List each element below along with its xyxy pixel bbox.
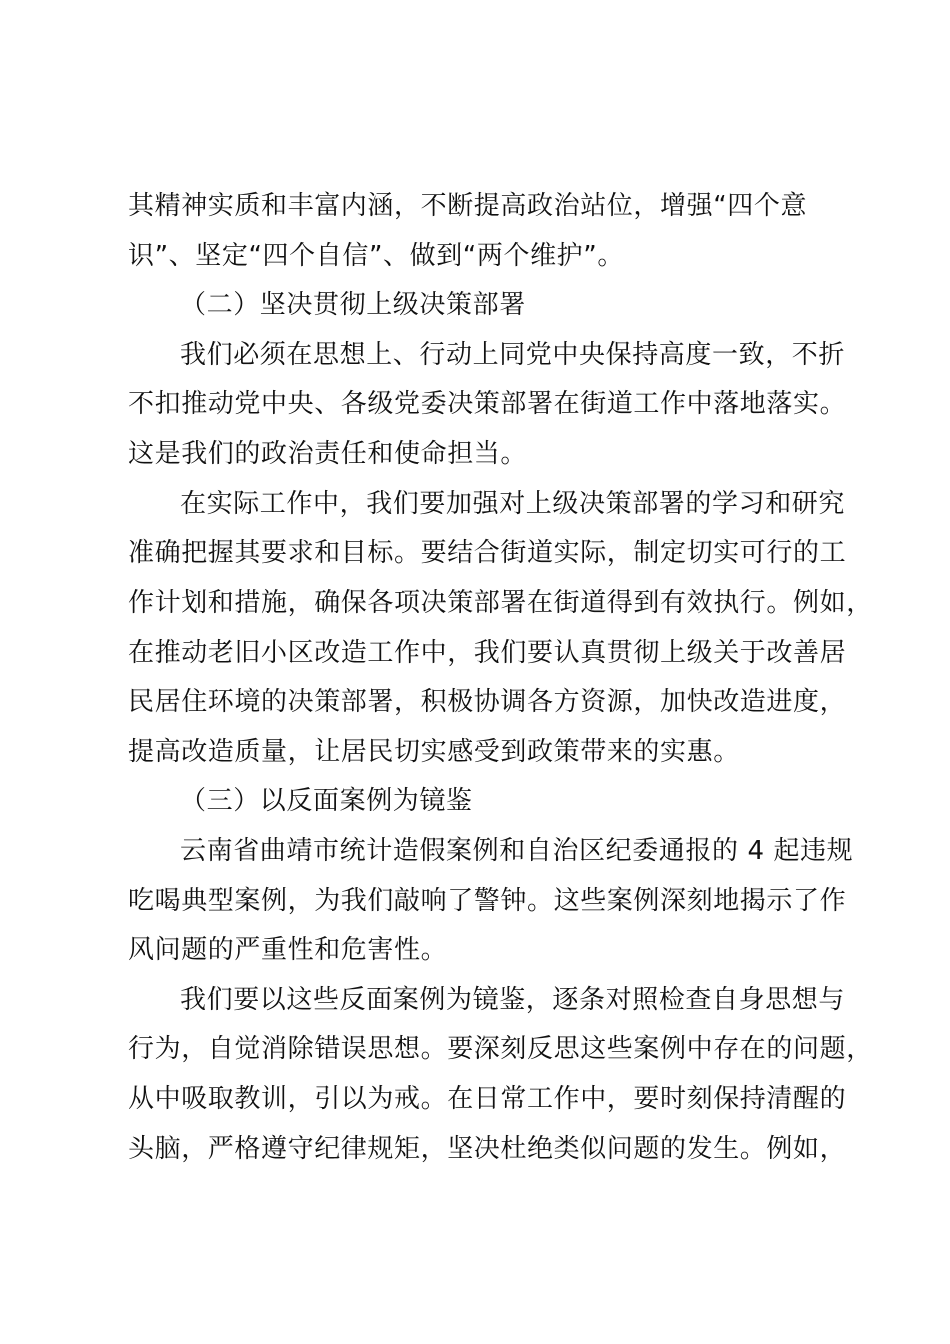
paragraph-line-20: 头脑，严格遵守纪律规矩，坚决杜绝类似问题的发生。例如， [128, 1134, 847, 1164]
paragraph-line-16: 风问题的严重性和危害性。 [128, 935, 448, 965]
paragraph-line-10: 在推动老旧小区改造工作中，我们要认真贯彻上级关于改善居 [128, 638, 847, 668]
paragraph-line-8: 准确把握其要求和目标。要结合街道实际，制定切实可行的工 [128, 538, 847, 568]
paragraph-line-15: 吃喝典型案例，为我们敲响了警钟。这些案例深刻地揭示了作 [128, 886, 847, 916]
paragraph-line-17: 我们要以这些反面案例为镜鉴，逐条对照检查自身思想与 [180, 985, 846, 1015]
paragraph-line-1: 其精神实质和丰富内涵，不断提高政治站位，增强“四个意 [128, 191, 808, 221]
paragraph-line-2: 识”、坚定“四个自信”、做到“两个维护”。 [128, 241, 624, 271]
paragraph-line-19: 从中吸取教训，引以为戒。在日常工作中，要时刻保持清醒的 [128, 1084, 847, 1114]
paragraph-line-11: 民居住环境的决策部署，积极协调各方资源，加快改造进度， [128, 687, 847, 717]
paragraph-line-14: 云南省曲靖市统计造假案例和自治区纪委通报的 4 起违规 [180, 836, 854, 866]
paragraph-line-6: 这是我们的政治责任和使命担当。 [128, 439, 528, 469]
paragraph-line-4: 我们必须在思想上、行动上同党中央保持高度一致，不折 [180, 340, 846, 370]
paragraph-line-5: 不扣推动党中央、各级党委决策部署在街道工作中落地落实。 [128, 389, 847, 419]
paragraph-line-7: 在实际工作中，我们要加强对上级决策部署的学习和研究 [180, 489, 846, 519]
paragraph-line-9: 作计划和措施，确保各项决策部署在街道得到有效执行。例如， [128, 588, 873, 618]
paragraph-line-12: 提高改造质量，让居民切实感受到政策带来的实惠。 [128, 737, 740, 767]
section-heading-2: （二）坚决贯彻上级决策部署 [180, 290, 526, 320]
section-heading-3: （三）以反面案例为镜鉴 [180, 786, 473, 816]
paragraph-line-18: 行为，自觉消除错误思想。要深刻反思这些案例中存在的问题， [128, 1034, 873, 1064]
